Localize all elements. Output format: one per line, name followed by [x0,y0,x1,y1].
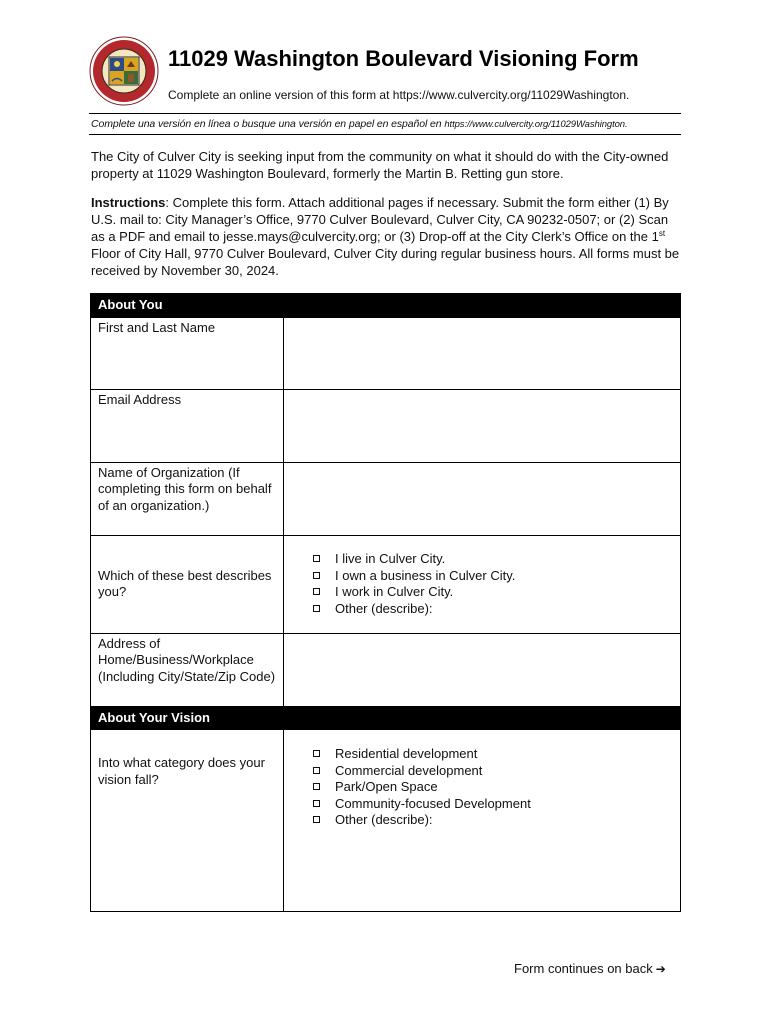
checkbox-icon[interactable] [313,555,320,562]
intro-paragraph: The City of Culver City is seeking input from the community on what it should do with the City-owned property at 11029 Washington Boulevard, formerly the Martin B. Retting gun store. [91,149,669,181]
describes-options-cell [284,535,681,633]
category-label: Into what category does your vision fall? [91,730,284,912]
email-field[interactable] [284,389,681,462]
continue-text: Form continues on back [514,961,653,976]
divider [89,134,681,135]
table-row [91,389,681,462]
name-field[interactable] [284,317,681,389]
organization-field[interactable] [284,462,681,535]
ordinal-suffix: st [658,229,666,238]
checkbox-icon[interactable] [313,783,320,790]
describes-label: Which of these best describes you? [91,535,284,633]
checkbox-icon[interactable] [313,588,320,595]
instructions-text: : Complete this form. Attach additional pages if necessary. Submit the form either (1) By U.S. mail to: City Manager’s Office, 9770 Culver Boulevard, Culver City, CA 90232-0507; or (2) Scan as a PDF and email to jesse.mays@culvercity.org; or (3) Drop-off at the City Clerk’s Office on the 1 [91,195,669,244]
option-commercial[interactable]: Commercial development [313,763,673,780]
checkbox-icon[interactable] [313,605,320,612]
describes-options [291,551,673,617]
address-field[interactable] [284,633,681,706]
checkbox-icon[interactable] [313,816,320,823]
section-heading-blank [284,294,681,318]
spanish-url[interactable]: https://www.culvercity.org/11029Washington. [444,119,628,130]
table-row [91,535,681,633]
name-label: First and Last Name [91,317,284,389]
instructions-paragraph [91,194,681,279]
arrow-right-icon: ➔ [655,962,666,976]
option-work[interactable]: I work in Culver City. [313,584,673,601]
option-live[interactable]: I live in Culver City. [313,551,673,568]
option-business[interactable]: I own a business in Culver City. [313,568,673,585]
email-label: Email Address [91,389,284,462]
city-seal-logo [89,36,159,106]
checkbox-icon[interactable] [313,767,320,774]
checkbox-icon[interactable] [313,800,320,807]
section-about-you [91,294,681,318]
section-heading: About Your Vision [91,706,284,730]
instructions-text-cont: Floor of City Hall, 9770 Culver Boulevard, Culver City during regular business hours. All forms must be received by November 30, 2024. [91,246,680,278]
option-other[interactable]: Other (describe): [313,601,673,618]
option-community[interactable]: Community-focused Development [313,796,673,813]
table-row [91,730,681,912]
option-other-vision[interactable]: Other (describe): [313,812,673,829]
category-options-cell [284,730,681,912]
spanish-text: Complete una versión en línea o busque una versión en papel en español en [91,118,445,130]
category-options [291,746,673,829]
section-heading-blank [284,706,681,730]
organization-label: Name of Organization (If completing this form on behalf of an organization.) [91,462,284,535]
option-park[interactable]: Park/Open Space [313,779,673,796]
spanish-note [91,118,628,130]
table-row [91,317,681,389]
checkbox-icon[interactable] [313,750,320,757]
checkbox-icon[interactable] [313,572,320,579]
visioning-form-table [90,293,681,912]
table-row [91,462,681,535]
section-heading: About You [91,294,284,318]
section-about-your-vision [91,706,681,730]
page-title: 11029 Washington Boulevard Visioning Form [168,46,639,71]
online-form-note: Complete an online version of this form at https://www.culvercity.org/11029Washington. [168,88,630,102]
divider [89,113,681,114]
address-label: Address of Home/Business/Workplace (Including City/State/Zip Code) [91,633,284,706]
table-row [91,633,681,706]
option-residential[interactable]: Residential development [313,746,673,763]
continue-note [514,961,666,976]
instructions-label: Instructions [91,195,166,210]
